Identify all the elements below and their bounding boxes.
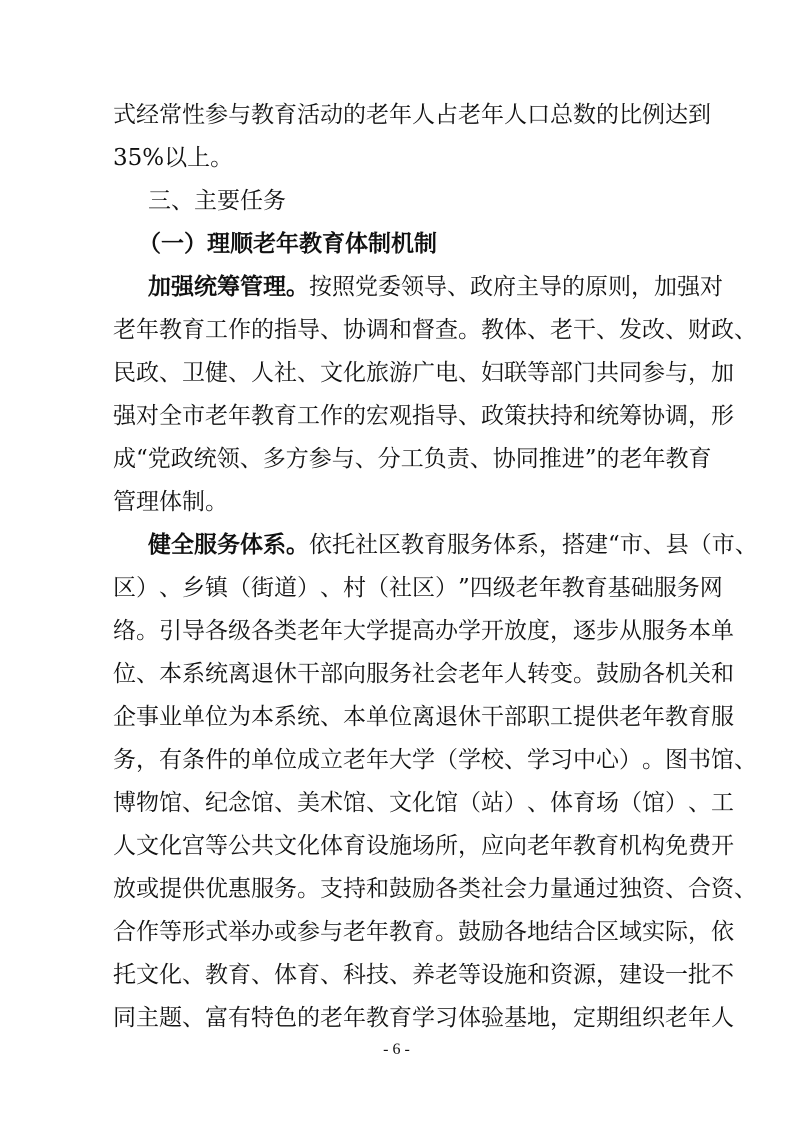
- paragraph-line: 民 政 、 卫 健 、 人 社 、 文 化 旅 游 广 电 、 妇 联 等 部 门 共 同 参 与 ， 加: [113, 360, 734, 386]
- paragraph-line: 区 ） 、 乡 镇 （ 街 道 ） 、 村 （ 社 区 ） ” 四 级 老 年 教 育 基 础 服 务 网: [113, 575, 723, 601]
- paragraph-line: 博 物 馆 、 纪 念 馆 、 美 术 馆 、 文 化 馆 （ 站 ） 、 体 育 场 （ 馆 ） 、 工: [113, 790, 734, 816]
- paragraph-line: 位 、 本 系 统 离 退 休 干 部 向 服 务 社 会 老 年 人 转 变 。 鼓 励 各 机 关 和: [113, 661, 734, 687]
- paragraph-line: 托 文 化 、 教 育 、 体 育 、 科 技 、 养 老 等 设 施 和 资 源 ， 建 设 一 批 不: [113, 962, 734, 988]
- line-text: （一）理顺老年教育体制机制: [138, 231, 437, 257]
- paragraph-line: 式 经 常 性 参 与 教 育 活 动 的 老 年 人 占 老 年 人 口 总 数 的 比 例 达 到: [113, 102, 711, 128]
- line-text: 三、主要任务: [148, 188, 286, 214]
- paragraph-line: 人 文 化 宫 等 公 共 文 化 体 育 设 施 场 所 ， 应 向 老 年 教 育 机 构 免 费 开: [113, 833, 734, 859]
- paragraph-line: 老 年 教 育 工 作 的 指 导 、 协 调 和 督 查 。 教 体 、 老 干 、 发 改 、 财 政 、: [113, 317, 757, 343]
- paragraph-line: 加 强 统 筹 管 理 。 按 照 党 委 领 导 、 政 府 主 导 的 原 则 ， 加 强 对: [148, 274, 723, 300]
- paragraph-line: 合 作 等 形 式 举 办 或 参 与 老 年 教 育 。 鼓 励 各 地 结 合 区 域 实 际 ， 依: [113, 919, 734, 945]
- paragraph-line: 务 ， 有 条 件 的 单 位 成 立 老 年 大 学 （ 学 校 、 学 习 中 心 ） 。 图 书 馆 、: [113, 747, 757, 773]
- section-heading: [148, 181, 793, 221]
- page-number: - 6 -: [383, 1041, 410, 1058]
- paragraph-line: [113, 138, 793, 178]
- paragraph-line: 强 对 全 市 老 年 教 育 工 作 的 宏 观 指 导 、 政 策 扶 持 和 统 筹 协 调 ， 形: [113, 403, 734, 429]
- paragraph-line: [113, 482, 793, 522]
- line-text: 35%以上。: [113, 145, 234, 171]
- paragraph-line: 络 。 引 导 各 级 各 类 老 年 大 学 提 高 办 学 开 放 度 ， 逐 步 从 服 务 本 单: [113, 618, 734, 644]
- paragraph-line: 企 事 业 单 位 为 本 系 统 、 本 单 位 离 退 休 干 部 职 工 提 供 老 年 教 育 服: [113, 704, 734, 730]
- line-text: 管理体制。: [113, 489, 228, 515]
- paragraph-line: 放 或 提 供 优 惠 服 务 。 支 持 和 鼓 励 各 类 社 会 力 量 通 过 独 资 、 合 资 、: [113, 876, 757, 902]
- subsection-heading: [138, 224, 793, 264]
- paragraph-line: 健 全 服 务 体 系 。 依 托 社 区 教 育 服 务 体 系 ， 搭 建 “ 市 、 县 （ 市 、: [148, 532, 758, 558]
- paragraph-line: 同 主 题 、 富 有 特 色 的 老 年 教 育 学 习 体 验 基 地 ， 定 期 组 织 老 年 人: [113, 1005, 734, 1031]
- paragraph-line: 成 “ 党 政 统 领 、 多 方 参 与 、 分 工 负 责 、 协 同 推 进 ” 的 老 年 教 育: [113, 446, 712, 472]
